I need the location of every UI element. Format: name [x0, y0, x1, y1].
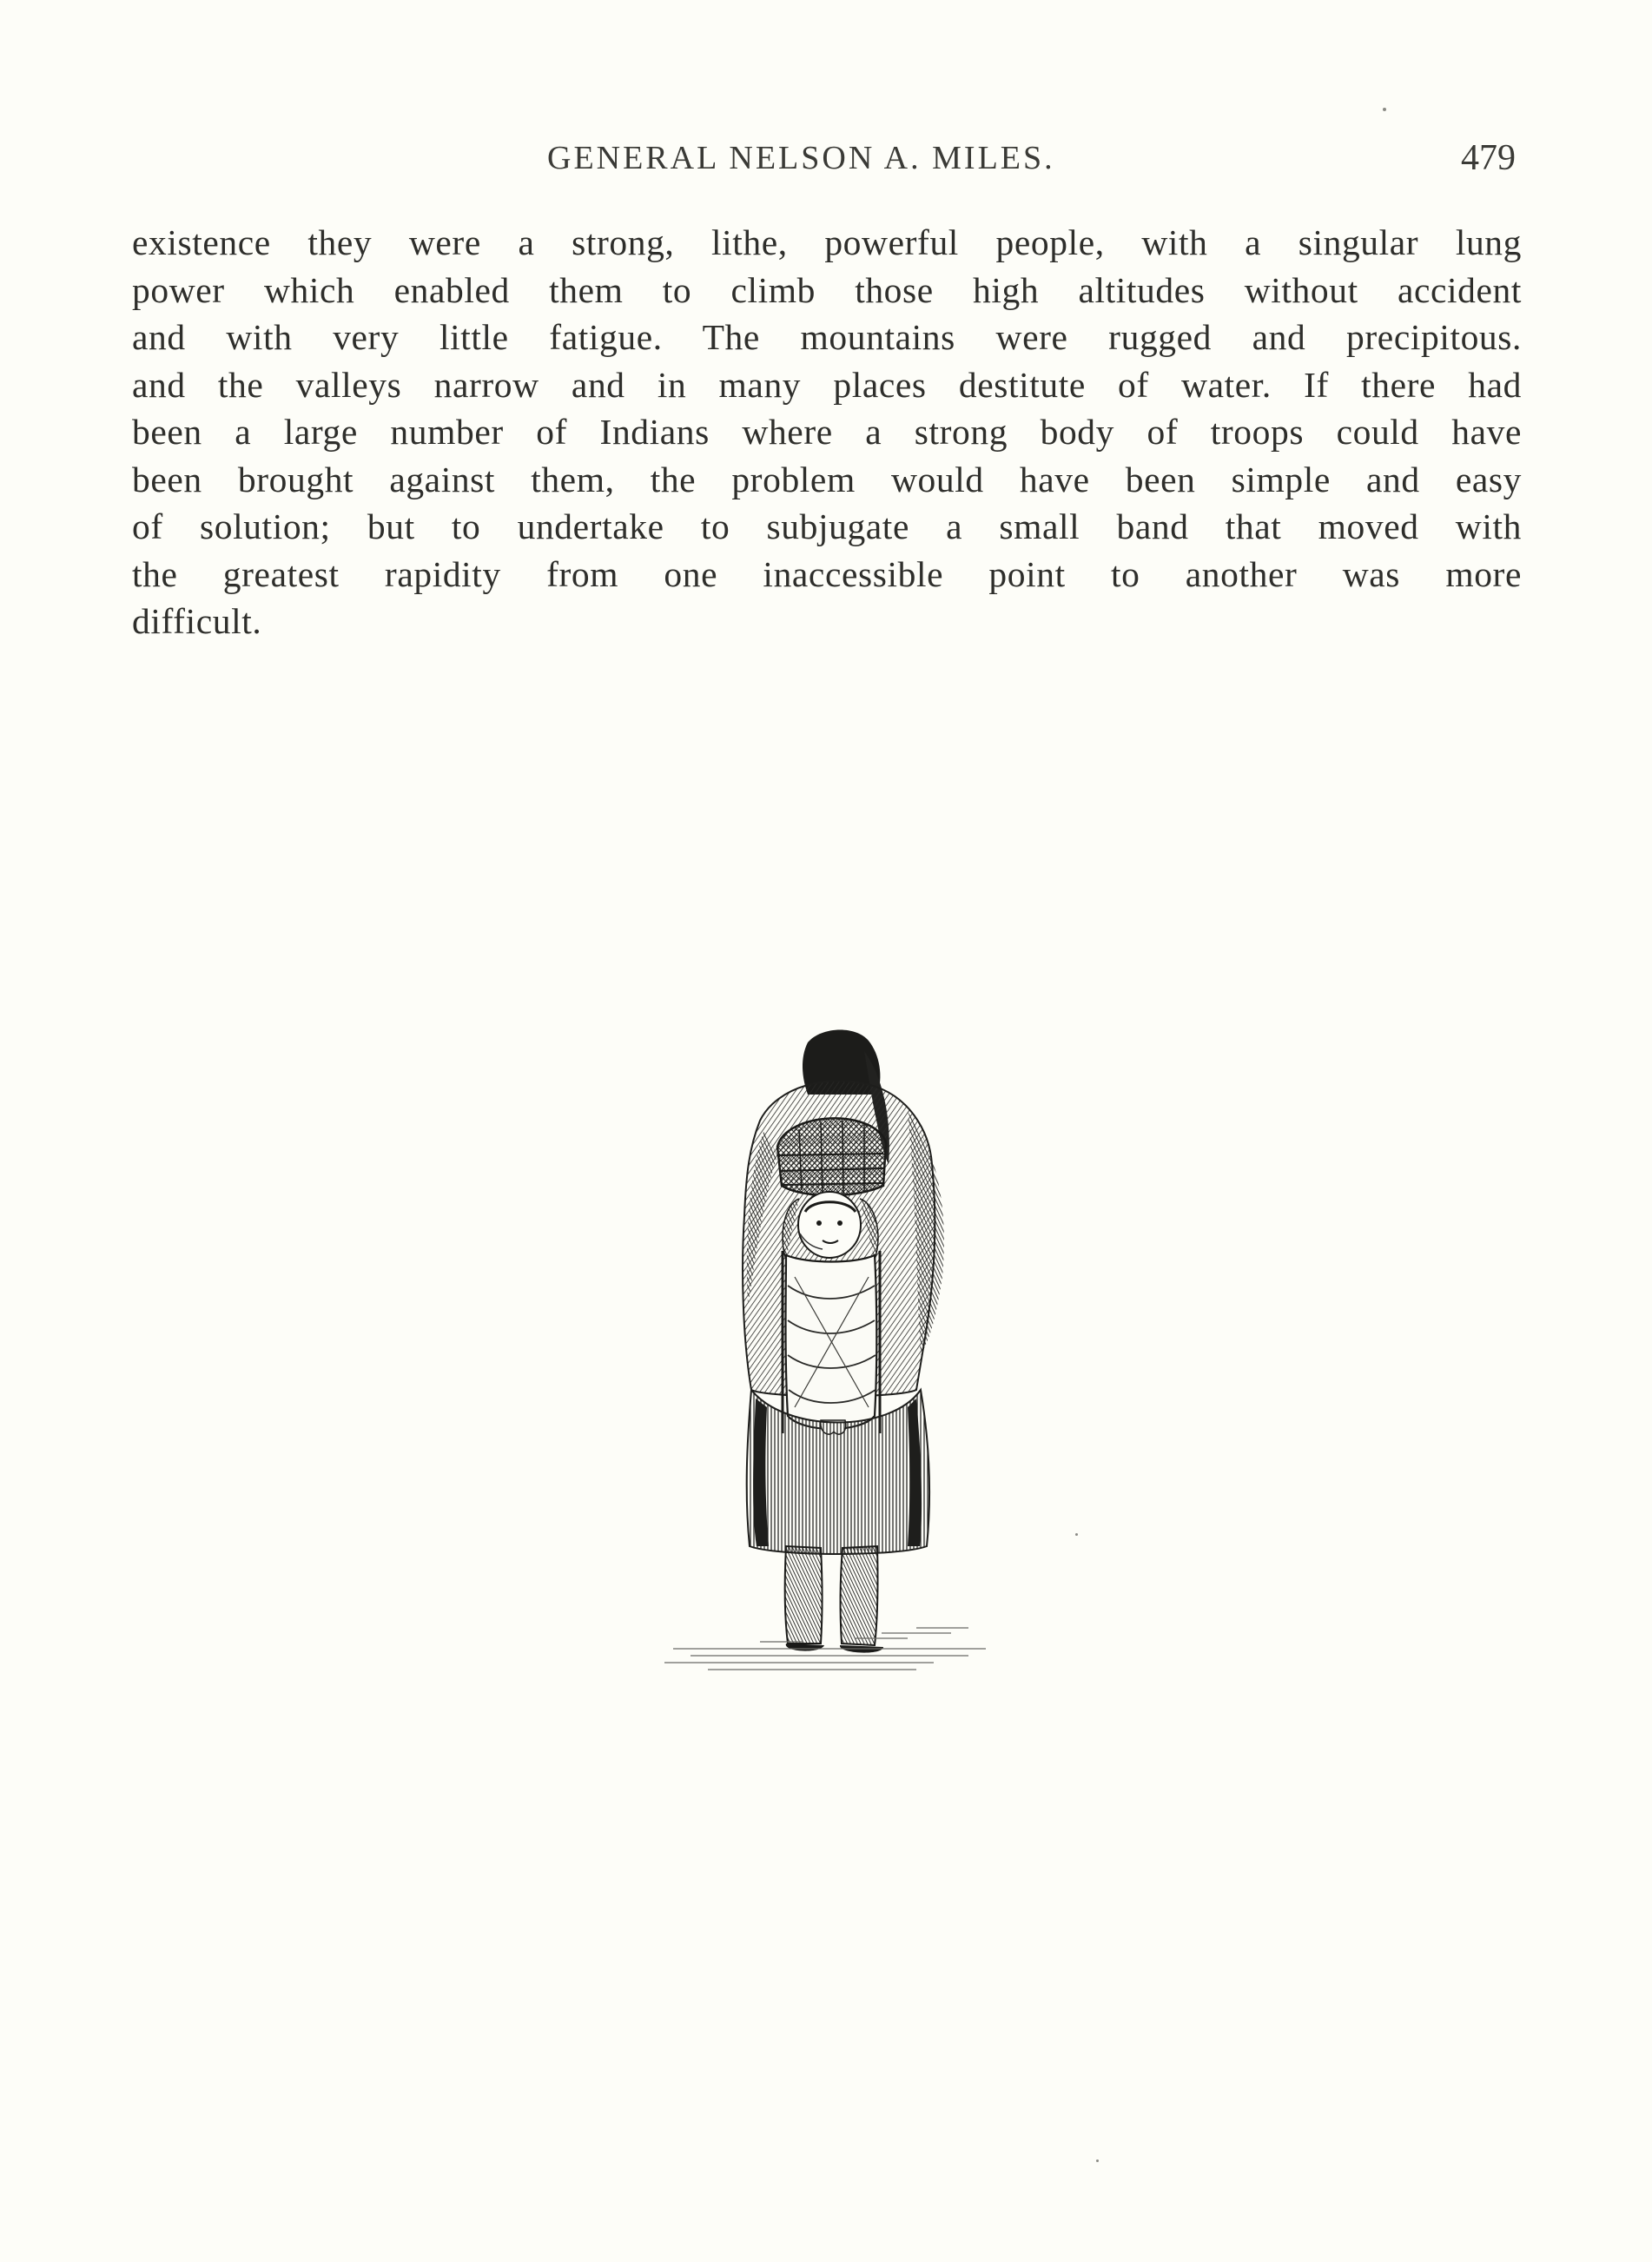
text-line: been brought against them, the problem would have been simple and easy — [132, 459, 1522, 499]
text-line: power which enabled them to climb those high altitudes without accident — [132, 269, 1522, 310]
text-line: of solution; but to undertake to subjugate a small band that moved with — [132, 506, 1522, 546]
text-line: and the valleys narrow and in many places destitute of water. If there had — [132, 364, 1522, 405]
text-line: existence they were a strong, lithe, powerful people, with a singular lung — [132, 222, 1522, 262]
running-title: GENERAL NELSON A. MILES. — [547, 140, 1055, 176]
body-paragraph — [132, 219, 1522, 645]
text-line: been a large number of Indians where a strong body of troops could have — [132, 412, 1522, 452]
text-line: difficult. — [132, 601, 262, 641]
page-number: 479 — [1461, 138, 1516, 178]
text-line: the greatest rapidity from one inaccessible point to another was more — [132, 553, 1522, 594]
paper-speck — [1096, 2159, 1099, 2162]
paper-speck — [1383, 108, 1386, 111]
paper-speck — [1075, 1533, 1078, 1536]
text-line: and with very little fatigue. The mountains were rugged and precipitous. — [132, 317, 1522, 357]
figure-with-cradleboard-engraving-icon — [656, 1025, 1003, 1677]
